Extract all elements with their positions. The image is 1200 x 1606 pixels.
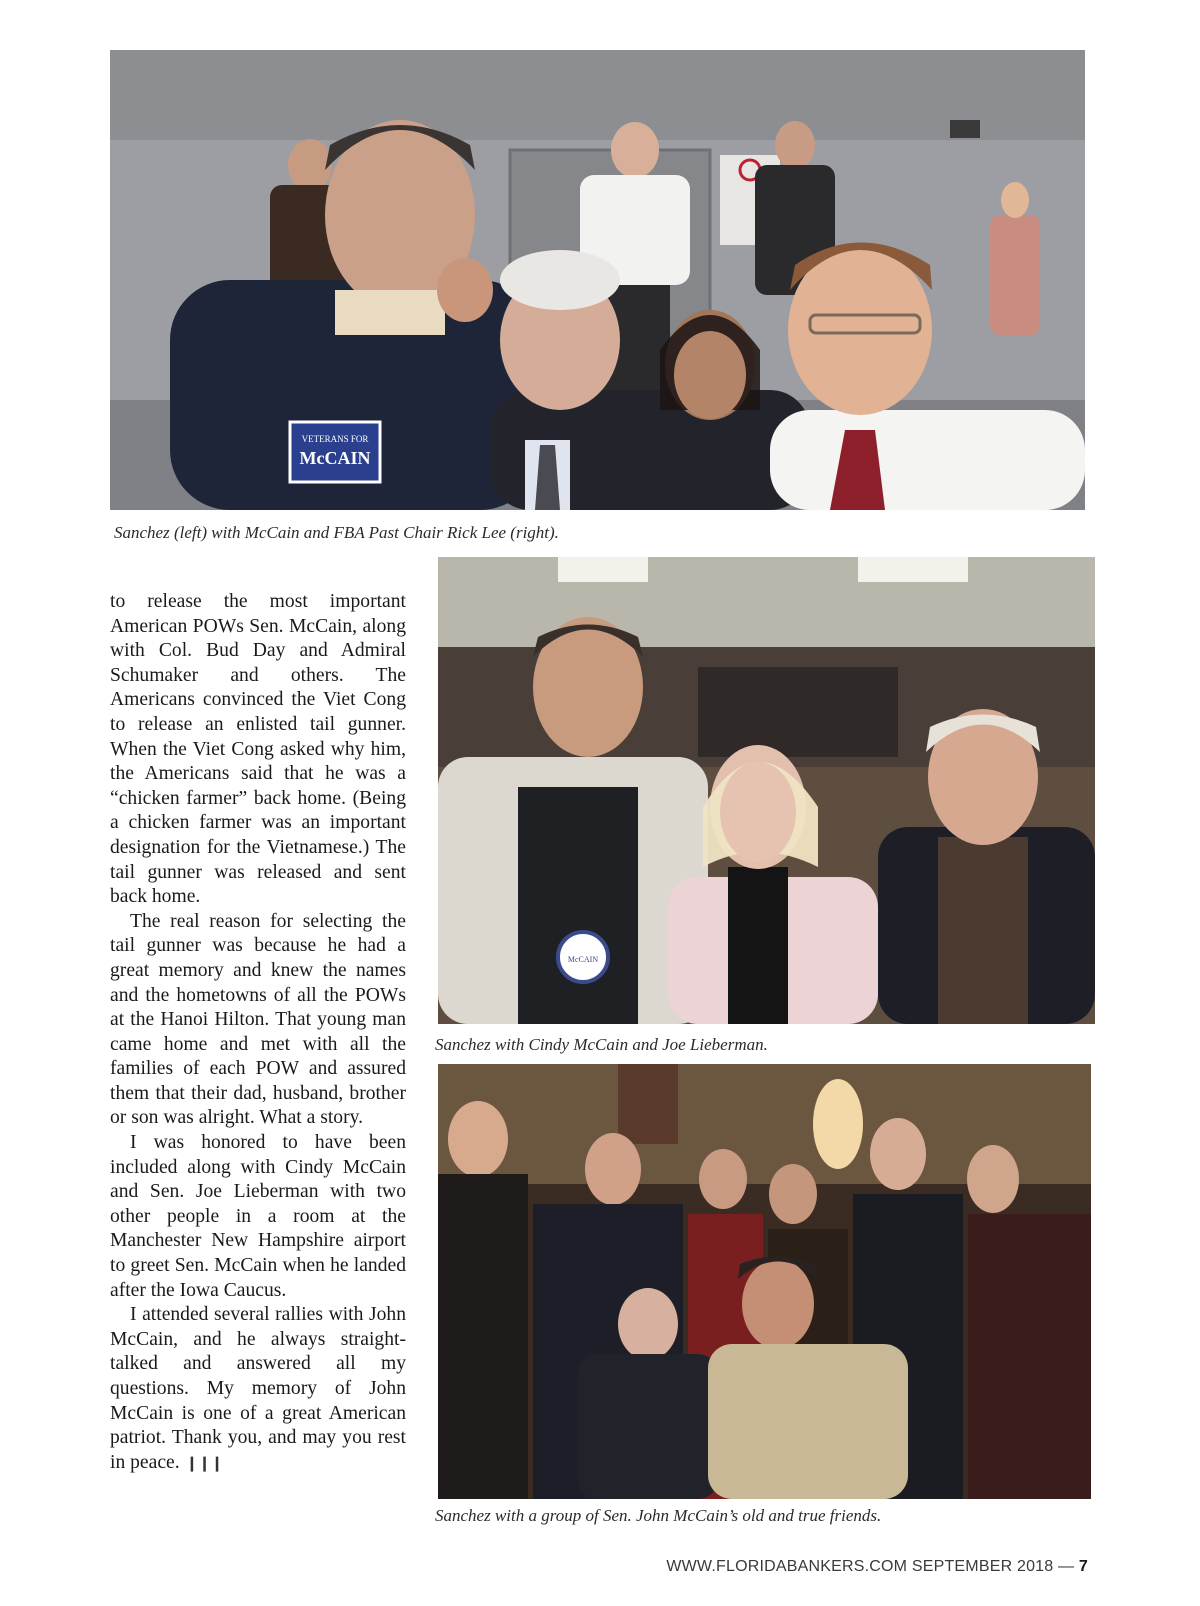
article-paragraph: to release the most important American POWs Sen. McCain, along with Col. Bud Day and Admiral Schumaker and others. The Americans convinced the Viet Cong to release an enlisted tail gunner. When the Viet Cong asked why him, the Americans said that he was a “chicken farmer” back home. (Being a chicken farmer was an important designation for the Vietnamese.) The tail gunner was released and sent back home. xyxy=(110,591,406,908)
caption-bottom-photo: Sanchez with a group of Sen. John McCain’s old and true friends. xyxy=(435,1506,882,1525)
photo-mccain-group-outdoor xyxy=(110,50,1085,510)
badge-top-text: VETERANS FOR xyxy=(301,434,369,444)
photo-mid-illustration xyxy=(438,557,1095,1024)
button-text: McCAIN xyxy=(567,955,599,964)
photo-sanchez-cindy-lieberman xyxy=(438,557,1095,1024)
page-number: 7 xyxy=(1078,1558,1088,1575)
footer-issue: SEPTEMBER 2018 xyxy=(911,1558,1054,1575)
footer-dash: — xyxy=(1058,1558,1075,1575)
article-paragraph: The real reason for selecting the tail gunner was because he had a great memory and knew the names and the hometowns of all the POWs at the Hanoi Hilton. That young man came home and met with all the families of each POW and assured them that their dad, husband, brother or son was alright. What a story. xyxy=(110,910,406,1129)
article-paragraph: I was honored to have been included along with Cindy McCain and Sen. Joe Lieberman with two other people in a room at the Manchester New Hampshire airport to greet Sen. McCain when he landed after the Iowa Caucus. xyxy=(110,1132,406,1301)
badge-main-text: McCAIN xyxy=(299,448,371,468)
photo-top-illustration xyxy=(110,50,1085,510)
page-footer xyxy=(666,1558,1088,1576)
article-paragraph-last xyxy=(110,1303,406,1476)
article-body xyxy=(110,590,406,1476)
caption-top-photo: Sanchez (left) with McCain and FBA Past Chair Rick Lee (right). xyxy=(114,523,559,542)
footer-site: WWW.FLORIDABANKERS.COM xyxy=(666,1558,908,1575)
caption-middle-photo: Sanchez with Cindy McCain and Joe Lieberman. xyxy=(435,1035,768,1054)
article-paragraph-text: I attended several rallies with John McCain, and he always straight-talked and answered all my questions. My memory of John McCain is one of a great American patriot. Thank you, and may you rest in peace. xyxy=(110,1304,406,1473)
end-mark-icon: ❙❙❙ xyxy=(185,1455,224,1472)
photo-mccain-friends-group xyxy=(438,1064,1091,1499)
photo-bot-illustration xyxy=(438,1064,1091,1499)
